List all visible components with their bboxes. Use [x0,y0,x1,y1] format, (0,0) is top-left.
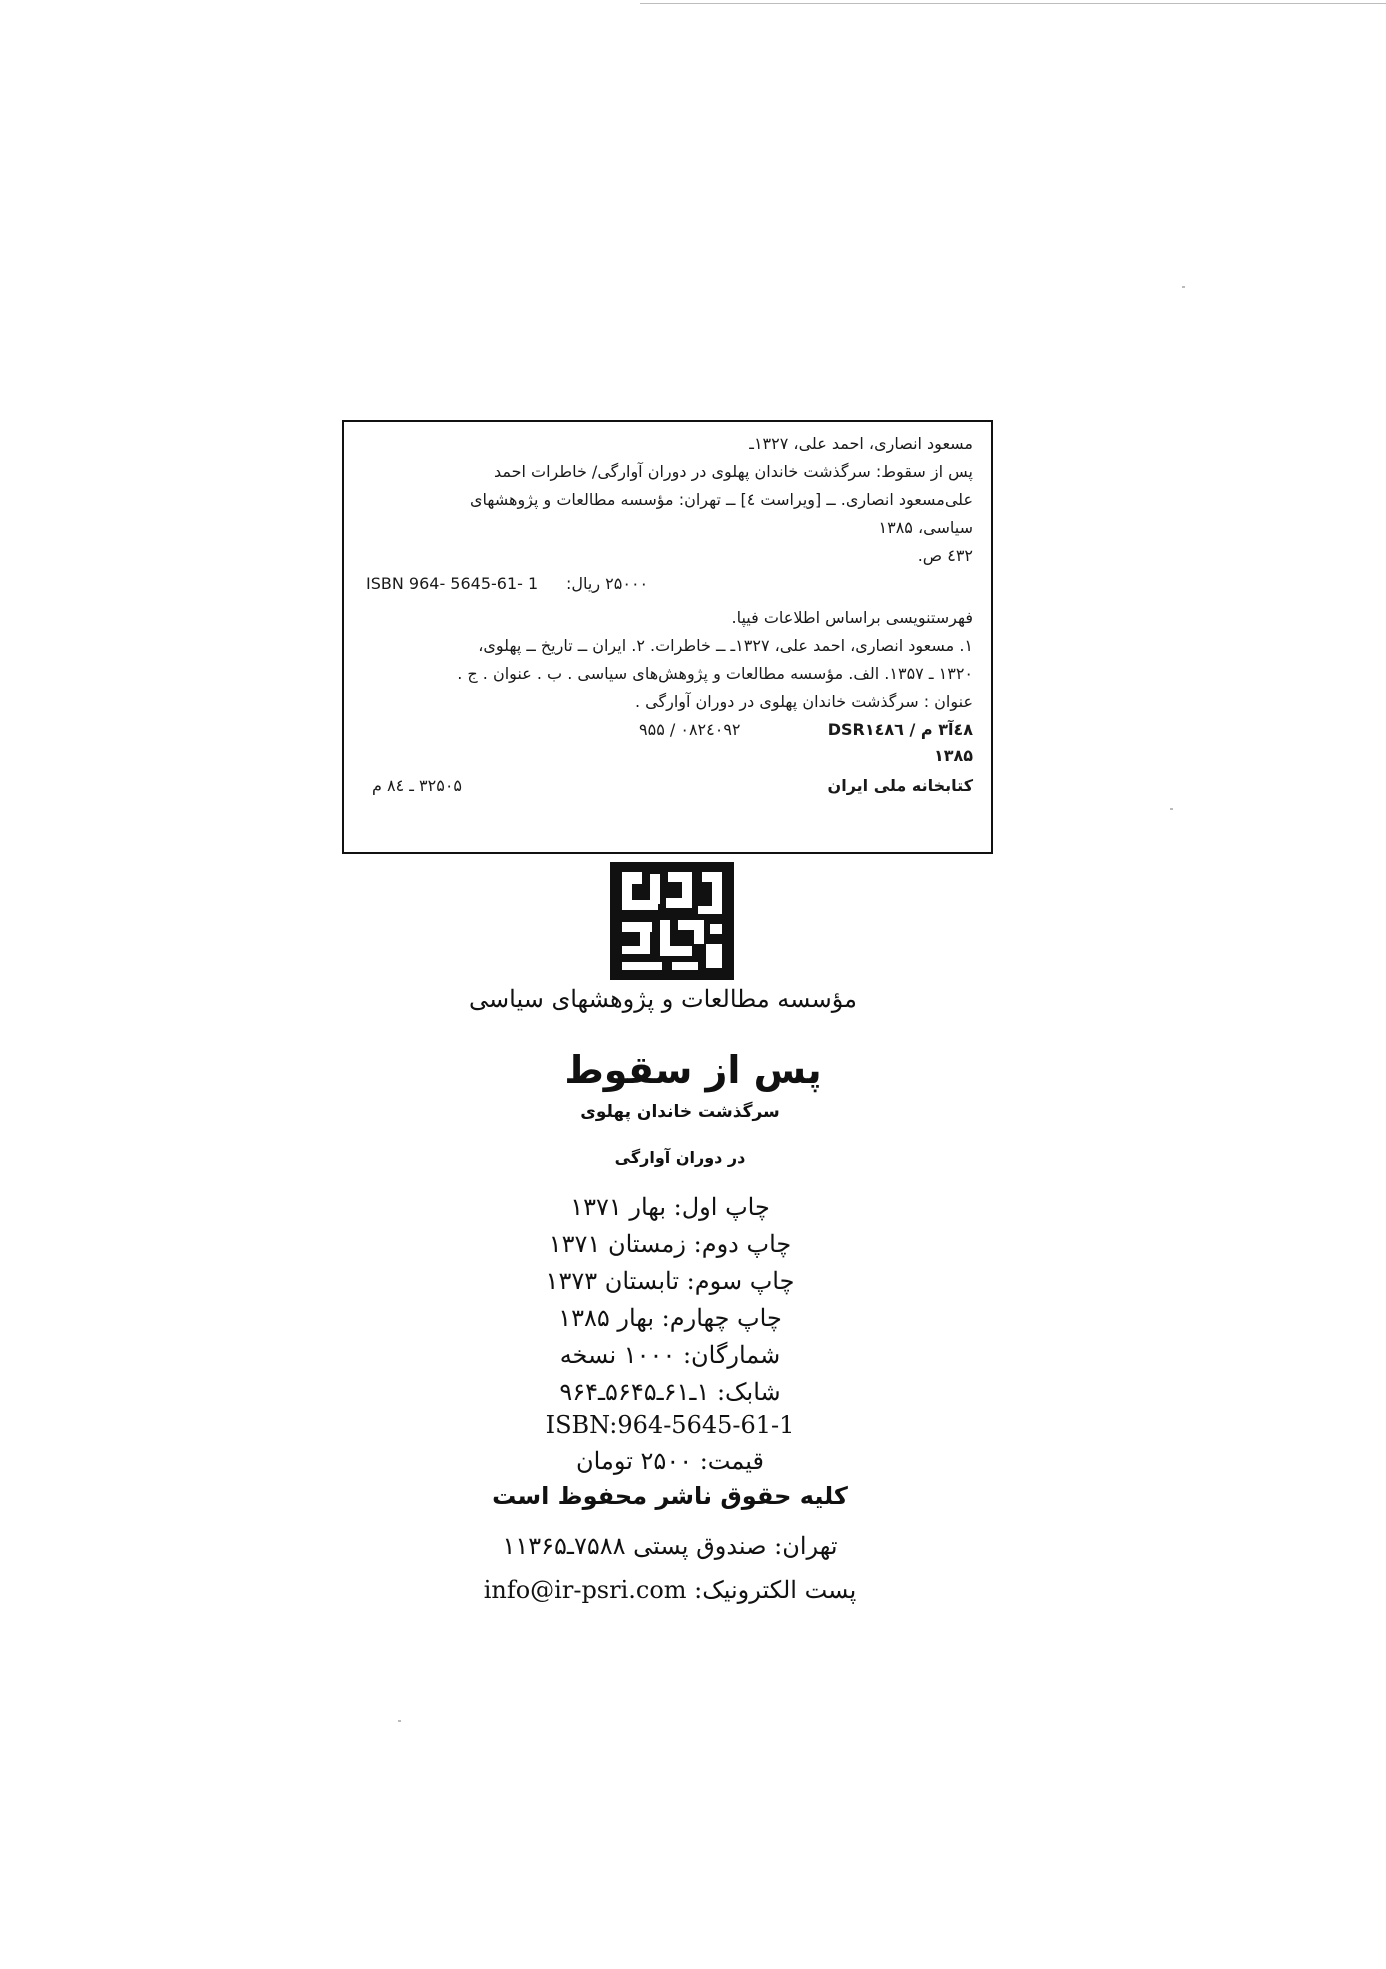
edition-line: چاپ اول: بهار ۱۳۷۱ [570,1193,770,1221]
scan-speck [398,1720,401,1722]
book-title: پس از سقوط [564,1048,822,1092]
rights-notice: کلیه حقوق ناشر محفوظ است [492,1482,848,1510]
email-address: پست الکترونیک: info@ir-psri.com [483,1576,857,1604]
cip-library: کتابخانه ملی ایران [827,776,973,795]
cip-isbn: ISBN 964- 5645-61- 1 [366,574,539,593]
cip-pages: ٤۳۲ ص. [917,546,973,565]
cip-subjects: عنوان : سرگذشت خاندان پهلوی در دوران آوارگی . [634,692,973,711]
cip-classification: ٤۸آ۳ م / DSR۱٤۸٦ [827,720,973,739]
book-subtitle-2: در دوران آوارگی [614,1148,746,1167]
scan-edge-line [640,3,1386,4]
cip-price: ۲۵۰۰۰ ریال: [566,574,649,593]
shabak-number: شابک: ۱ـ۶۱ـ۵۶۴۵ـ۹۶۴ [559,1378,781,1406]
cip-subjects: ۱. مسعود انصاری، احمد علی، ۱۳۲۷ـ ــ خاطرات. ۲. ایران ــ تاریخ ــ پهلوی، [478,636,973,655]
edition-line: چاپ سوم: تابستان ۱۳۷۳ [545,1267,795,1295]
cip-title-line: علی‌مسعود انصاری. ــ [ویراست ٤] ــ تهران: مؤسسه مطالعات و پژوهشهای [469,490,973,509]
cip-dewey: ۹۵۵ / ۰۸۲٤۰۹۲ [639,720,741,739]
cip-subjects: ۱۳۲۰ ـ ۱۳۵۷. الف. مؤسسه مطالعات و پژوهش‌های سیاسی . ب . عنوان . ج . [457,664,973,683]
cip-year: ۱۳۸۵ [933,746,973,765]
publisher-name: مؤسسه مطالعات و پژوهشهای سیاسی [469,985,857,1013]
isbn-number: ISBN:964-5645-61-1 [545,1411,795,1439]
publisher-logo [610,862,734,980]
scan-speck [1182,286,1185,288]
postal-address: تهران: صندوق پستی ۷۵۸۸ـ۱۱۳۶۵ [502,1532,838,1560]
book-subtitle: سرگذشت خاندان پهلوی [580,1102,780,1122]
cip-record-number: ۳۲۵۰۵ ـ ۸٤ م [372,776,463,795]
price: قیمت: ۲۵۰۰ تومان [576,1447,764,1475]
cip-fipa-note: فهرستنویسی براساس اطلاعات فیپا. [731,608,973,627]
print-run: شمارگان: ۱۰۰۰ نسخه [559,1341,781,1369]
cip-author: مسعود انصاری، احمد علی، ۱۳۲۷ـ [749,434,973,453]
cip-title-line: سیاسی، ۱۳۸۵ [878,518,973,537]
cip-title-line: پس از سقوط: سرگذشت خاندان پهلوی در دوران آوارگی/ خاطرات احمد [493,462,973,481]
cataloguing-box [342,420,993,854]
edition-line: چاپ چهارم: بهار ۱۳۸۵ [558,1304,782,1332]
scan-speck [1170,808,1173,810]
edition-line: چاپ دوم: زمستان ۱۳۷۱ [548,1230,792,1258]
